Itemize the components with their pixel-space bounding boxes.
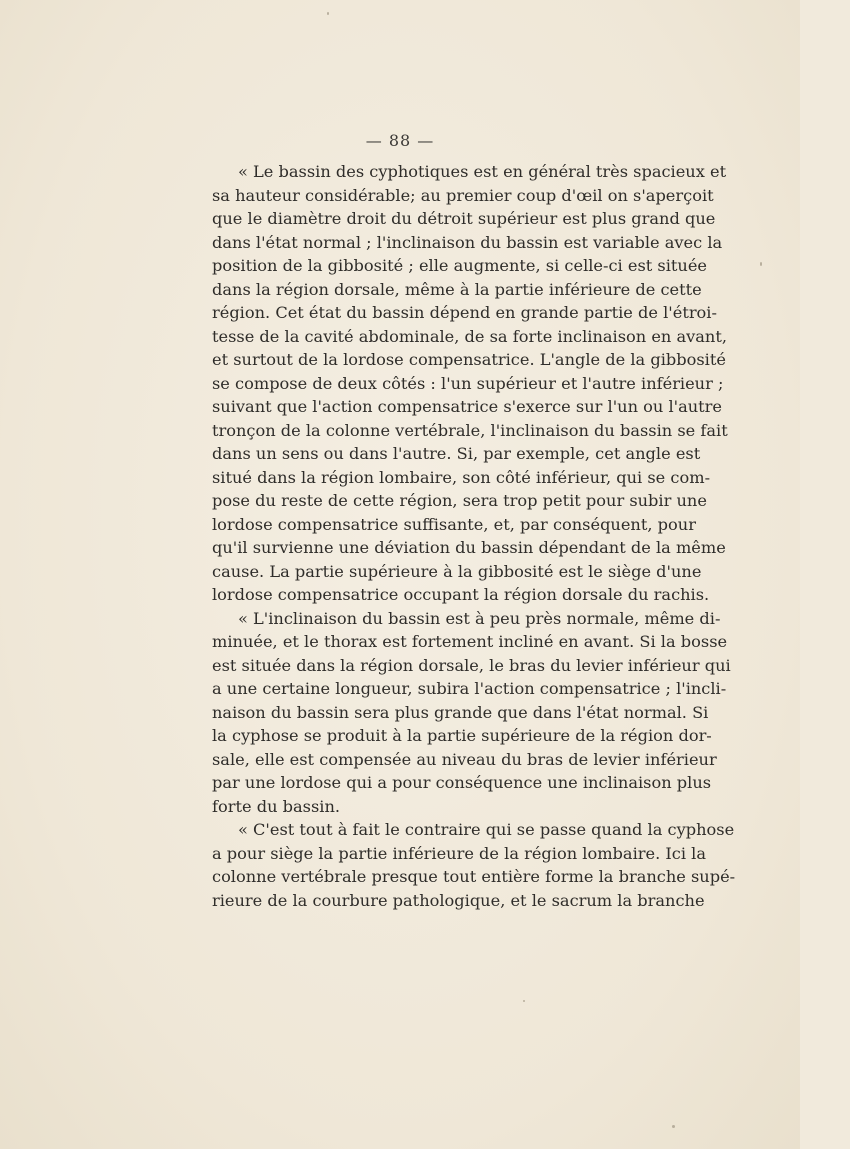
text-line: se compose de deux côtés : l'un supérieur et l'autre inférieur ; — [212, 373, 724, 393]
text-line: tronçon de la colonne vertébrale, l'inclinaison du bassin se fait — [212, 420, 728, 440]
text-line: position de la gibbosité ; elle augmente, si celle-ci est située — [212, 256, 707, 275]
body-text — [212, 160, 736, 912]
text-line: cause. La partie supérieure à la gibbosité est le siège d'une — [212, 561, 702, 581]
text-line: dans un sens ou dans l'autre. Si, par exemple, cet angle est — [212, 444, 701, 463]
text-line: lordose compensatrice suffisante, et, par conséquent, pour — [212, 514, 696, 534]
text-line: « C'est tout à fait le contraire qui se passe quand la cyphose — [238, 820, 735, 839]
text-line: dans l'état normal ; l'inclinaison du bassin est variable avec la — [212, 232, 723, 252]
text-line: « Le bassin des cyphotiques est en général très spacieux et — [238, 162, 727, 181]
text-line: tesse de la cavité abdominale, de sa forte inclinaison en avant, — [212, 326, 727, 346]
text-line: a une certaine longueur, subira l'action compensatrice ; l'incli- — [212, 679, 727, 698]
text-line: que le diamètre droit du détroit supérieur est plus grand que — [212, 209, 716, 228]
text-line: suivant que l'action compensatrice s'exerce sur l'un ou l'autre — [212, 397, 722, 416]
text-line: lordose compensatrice occupant la région dorsale du rachis. — [212, 585, 710, 604]
text-line: « L'inclinaison du bassin est à peu près normale, même di- — [238, 608, 721, 628]
text-line: forte du bassin. — [212, 796, 341, 816]
paper-speck — [760, 262, 762, 266]
text-line: rieure de la courbure pathologique, et le sacrum la branche — [212, 890, 705, 910]
text-line: est située dans la région dorsale, le bras du levier inférieur qui — [212, 655, 731, 675]
text-line: par une lordose qui a pour conséquence une inclinaison plus — [212, 773, 712, 792]
text-line: la cyphose se produit à la partie supérieure de la région dor- — [212, 726, 712, 745]
text-line: a pour siège la partie inférieure de la région lombaire. Ici la — [212, 843, 706, 863]
text-line: qu'il survienne une déviation du bassin dépendant de la même — [212, 538, 726, 557]
paper-speck — [327, 12, 329, 15]
text-line: sale, elle est compensée au niveau du bras de levier inférieur — [212, 749, 717, 769]
text-line: dans la région dorsale, même à la partie inférieure de cette — [212, 279, 702, 299]
text-line: pose du reste de cette région, sera trop petit pour subir une — [212, 491, 707, 510]
text-line: sa hauteur considérable; au premier coup d'œil on s'aperçoit — [212, 185, 714, 205]
text-line: minuée, et le thorax est fortement incliné en avant. Si la bosse — [212, 632, 728, 651]
text-line: naison du bassin sera plus grande que dans l'état normal. Si — [212, 702, 709, 722]
text-line: situé dans la région lombaire, son côté inférieur, qui se com- — [212, 467, 711, 487]
paper-speck — [523, 1000, 525, 1002]
paper-speck — [672, 1125, 675, 1128]
page-number: — 88 — — [365, 131, 435, 150]
text-line: colonne vertébrale presque tout entière forme la branche supé- — [212, 867, 736, 886]
text-line: région. Cet état du bassin dépend en grande partie de l'étroi- — [212, 303, 717, 322]
text-line: et surtout de la lordose compensatrice. L'angle de la gibbosité — [212, 350, 726, 369]
